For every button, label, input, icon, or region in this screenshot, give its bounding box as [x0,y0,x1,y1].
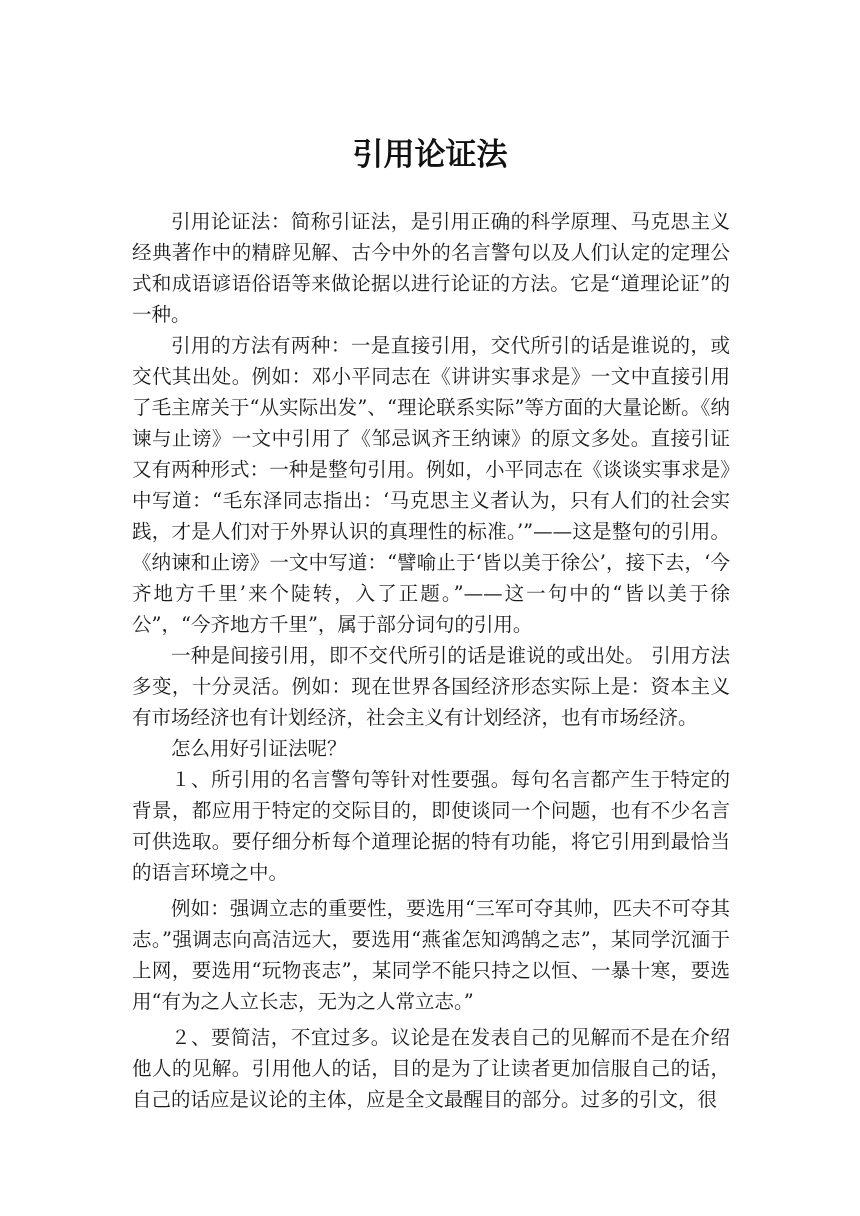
paragraph-direct-quotation: 引用的方法有两种：一是直接引用，交代所引的话是谁说的，或交代其出处。例如：邓小平同志在《讲讲实事求是》一文中直接引用了毛主席关于“从实际出发”、“理论联系实际”等方面的大量论断。《纳谏与止谤》一文中引用了《邹忌讽齐王纳谏》的原文多处。直接引证又有两种形式：一种是整句引用。例如，小平同志在《谈谈实事求是》中写道：“毛东泽同志指出：‘马克思主义者认为，只有人们的社会实践，才是人们对于外界认识的真理性的标准。’”——这是整句的引用。《纳谏和止谤》一文中写道：“譬喻止于‘皆以美于徐公’，接下去，‘今齐地方千里’来个陡转，入了正题。”——这一句中的“皆以美于徐公”，“今齐地方千里”，属于部分词句的引用。 [132,334,730,636]
document-body [132,206,730,1115]
paragraph-example: 例如：强调立志的重要性，要选用“三军可夺其帅，匹夫不可夺其志。”强调志向高洁远大，要选用“燕雀怎知鸿鹄之志”，某同学沉湎于上网，要选用“玩物丧志”，某同学不能只持之以恒、一暴十寒，要选用“有为之人立长志，无为之人常立志。” [132,897,730,1013]
paragraph-point-2: ２、要简洁，不宜过多。议论是在发表自己的见解而不是在介绍他人的见解。引用他人的话，目的是为了让读者更加信服自己的话，自己的话应是议论的主体，应是全文最醒目的部分。过多的引文，很 [132,1026,730,1111]
paragraph-definition: 引用论证法：简称引证法，是引用正确的科学原理、马克思主义经典著作中的精辟见解、古今中外的名言警句以及人们认定的定理公式和成语谚语俗语等来做论据以进行论证的方法。它是“道理论证”的一种。 [132,210,730,326]
paragraph-question: 怎么用好引证法呢？ [171,737,347,760]
paragraph-indirect-quotation: 一种是间接引用，即不交代所引的话是谁说的或出处。 引用方法多变，十分灵活。例如：现在世界各国经济形态实际上是：资本主义有市场经济也有计划经济，社会主义有计划经济，也有市场经济。 [132,644,730,729]
document-title: 引用论证法 [352,137,508,173]
paragraph-point-1: １、所引用的名言警句等针对性要强。每句名言都产生于特定的背景，都应用于特定的交际目的，即使谈同一个问题，也有不少名言可供选取。要仔细分析每个道理论据的特有功能，将它引用到最恰当的语言环境之中。 [132,768,730,884]
